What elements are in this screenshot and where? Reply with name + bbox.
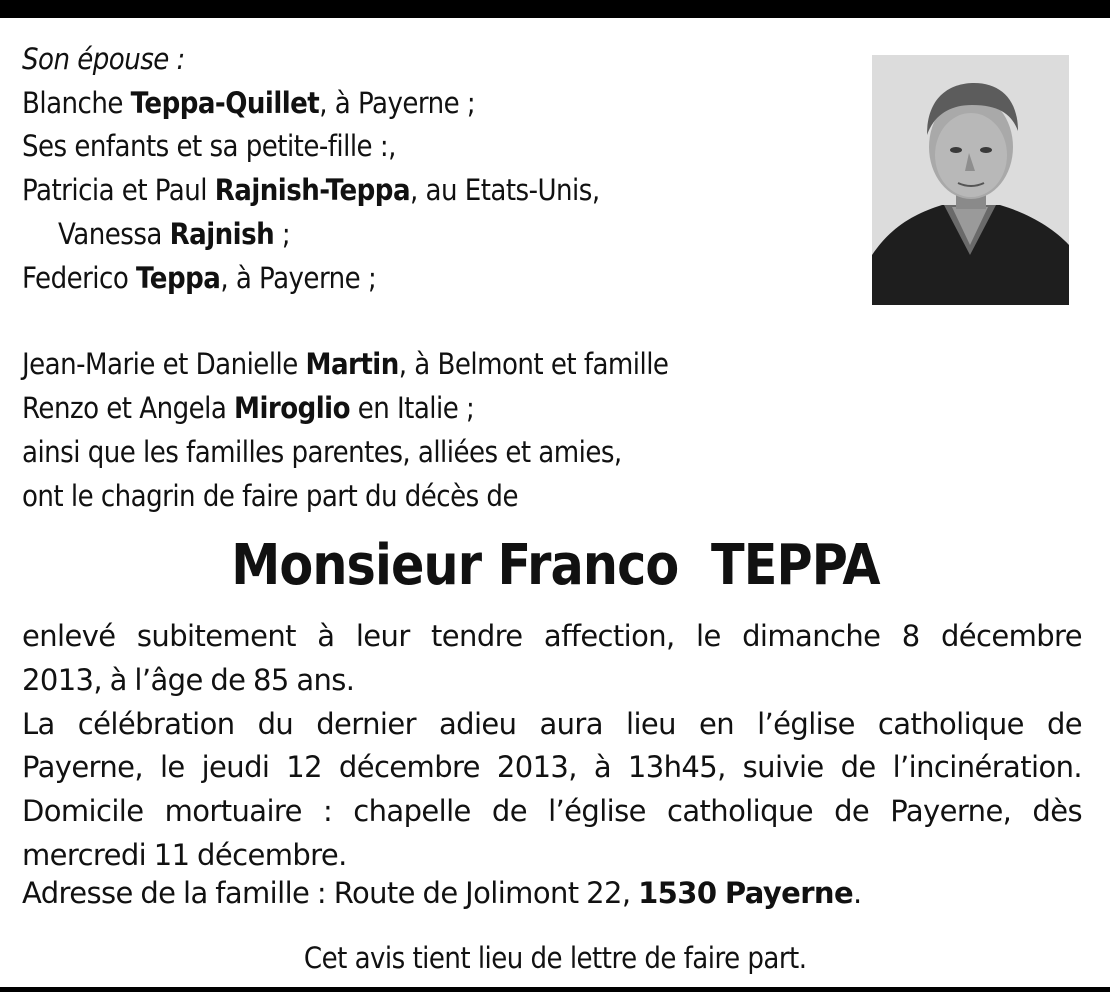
body-line-2: 2013, à l’âge de 85 ans. <box>22 663 355 697</box>
grandchild-name: Rajnish <box>169 217 275 251</box>
children-heading: Ses enfants et sa petite-fille :, <box>22 129 396 163</box>
relative1-line: Jean-Marie et Danielle Martin, à Belmont et famille <box>22 347 669 381</box>
announcement-line: ont le chagrin de faire part du décès de <box>22 479 518 513</box>
relative1-name: Martin <box>305 347 399 381</box>
spouse-name: Teppa-Quillet <box>130 86 320 120</box>
child1-name: Rajnish-Teppa <box>214 173 411 207</box>
child1-line: Patricia et Paul Rajnish-Teppa, au Etats-Unis, <box>22 173 600 207</box>
body-line-1: enlevé subitement à leur tendre affection, le dimanche 8 décembre <box>22 619 1082 653</box>
portrait-icon <box>872 55 1069 305</box>
address-line: Adresse de la famille : Route de Jolimont 22, 1530 Payerne. <box>22 876 862 910</box>
relative2-name: Miroglio <box>234 391 350 425</box>
child2-name: Teppa <box>136 261 221 295</box>
top-rule <box>0 0 1110 18</box>
grandchild-line: Vanessa Rajnish ; <box>58 217 291 251</box>
relative2-line: Renzo et Angela Miroglio en Italie ; <box>22 391 475 425</box>
spouse-heading: Son épouse : <box>22 42 185 76</box>
bottom-rule <box>0 987 1110 992</box>
body-line-6: mercredi 11 décembre. <box>22 838 347 872</box>
body-line-3: La célébration du dernier adieu aura lieu en l’église catholique de <box>22 707 1082 741</box>
portrait-photo <box>872 55 1069 305</box>
body-line-5: Domicile mortuaire : chapelle de l’église catholique de Payerne, dès <box>22 794 1082 828</box>
families-line: ainsi que les familles parentes, alliées et amies, <box>22 435 622 469</box>
address-city: 1530 Payerne <box>638 876 854 910</box>
child2-line: Federico Teppa, à Payerne ; <box>22 261 377 295</box>
footer-note: Cet avis tient lieu de lettre de faire part. <box>303 941 807 975</box>
spouse-line: Blanche Teppa-Quillet, à Payerne ; <box>22 86 476 120</box>
deceased-name: Monsieur Franco TEPPA <box>230 533 880 598</box>
body-line-4: Payerne, le jeudi 12 décembre 2013, à 13h45, suivie de l’incinération. <box>22 750 1082 784</box>
